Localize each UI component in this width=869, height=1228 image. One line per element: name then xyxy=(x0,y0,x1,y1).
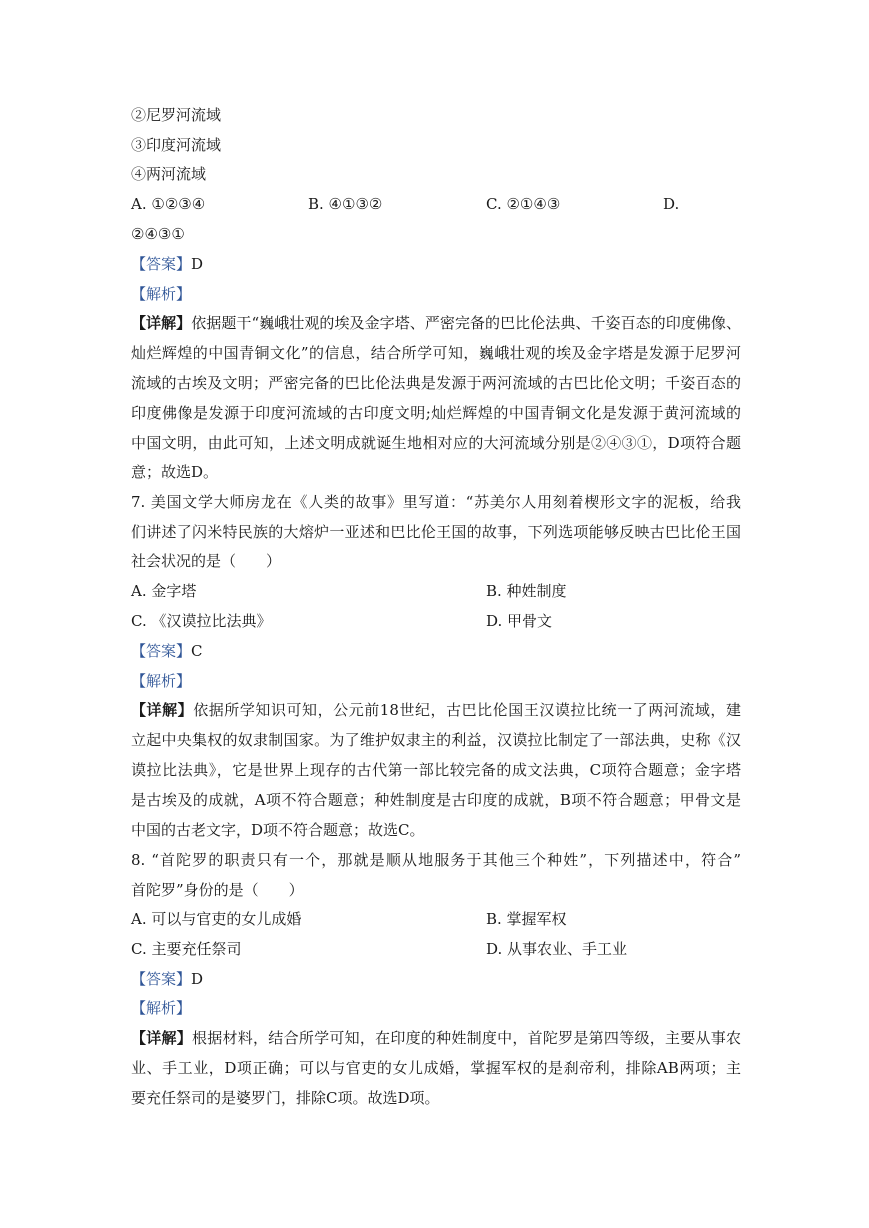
answer-tag: 【答案】 xyxy=(131,970,192,988)
q7-option-c: C. 《汉谟拉比法典》 xyxy=(131,612,272,630)
detail-tag: 【详解】 xyxy=(131,1029,193,1047)
answer-value: D xyxy=(191,970,204,988)
choice-2: ②尼罗河流域 xyxy=(131,106,222,124)
q6-detail-line: 灿烂辉煌的中国青铜文化”的信息，结合所学可知，巍峨壮观的埃及金字塔是发源于尼罗河 xyxy=(131,344,741,362)
q8-answer xyxy=(131,969,203,989)
q7-option-d: D. 甲骨文 xyxy=(486,612,553,630)
q8-detail-line: 业、手工业，D项正确；可以与官吏的女儿成婚，掌握军权的是刹帝利，排除AB两项；主 xyxy=(131,1059,741,1077)
q6-detail-line: 流域的古埃及文明；严密完备的巴比伦法典是发源于两河流域的古巴比伦文明；千姿百态的 xyxy=(131,374,741,392)
choice-3: ③印度河流域 xyxy=(131,136,222,154)
q7-option-a: A. 金字塔 xyxy=(131,582,197,600)
choice-4: ④两河流域 xyxy=(131,165,207,183)
q7-detail-line: 是古埃及的成就，A项不符合题意；种姓制度是古印度的成就，B项不符合题意；甲骨文是 xyxy=(131,791,741,809)
q6-detail-line: 【详解】依据题干“巍峨壮观的埃及金字塔、严密完备的巴比伦法典、千姿百态的印度佛像、 xyxy=(131,314,741,332)
answer-tag: 【答案】 xyxy=(131,255,192,273)
answer-value: C xyxy=(191,642,203,660)
q6-detail-line: 中国文明，由此可知，上述文明成就诞生地相对应的大河流域分别是②④③①，D项符合题 xyxy=(131,434,741,452)
q7-stem-line: 们讲述了闪米特民族的大熔炉一亚述和巴比伦王国的故事，下列选项能够反映古巴比伦王国 xyxy=(131,523,741,541)
detail-tag: 【详解】 xyxy=(131,701,194,719)
q7-detail-line: 中国的古老文字，D项不符合题意；故选C。 xyxy=(131,821,425,839)
answer-tag: 【答案】 xyxy=(131,642,192,660)
q8-detail-line: 【详解】根据材料，结合所学可知，在印度的种姓制度中，首陀罗是第四等级，主要从事农 xyxy=(131,1029,741,1047)
q8-detail-line: 要充任祭司的是婆罗门，排除C项。故选D项。 xyxy=(131,1089,440,1107)
q7-option-b: B. 种姓制度 xyxy=(486,582,567,600)
q8-option-d: D. 从事农业、手工业 xyxy=(486,940,628,958)
q7-analysis-tag: 【解析】 xyxy=(131,672,192,690)
q7-detail-line: 【详解】依据所学知识可知，公元前18世纪，古巴比伦国王汉谟拉比统一了两河流域，建 xyxy=(131,701,741,719)
q6-detail-line: 印度佛像是发源于印度河流域的古印度文明;灿烂辉煌的中国青铜文化是发源于黄河流域的 xyxy=(131,404,741,422)
q6-option-a: A. ①②③④ xyxy=(131,195,206,213)
q6-option-d: D. xyxy=(663,195,680,213)
q6-answer xyxy=(131,254,203,274)
q7-detail-line: 立起中央集权的奴隶制国家。为了维护奴隶主的利益，汉谟拉比制定了一部法典，史称《汉 xyxy=(131,731,741,749)
q6-option-d-text: ②④③① xyxy=(131,225,185,243)
q8-option-b: B. 掌握军权 xyxy=(486,910,567,928)
q6-option-c: C. ②①④③ xyxy=(486,195,561,213)
q6-analysis-tag: 【解析】 xyxy=(131,285,192,303)
q8-analysis-tag: 【解析】 xyxy=(131,999,192,1017)
answer-value: D xyxy=(191,255,204,273)
q8-stem-line: 8. “首陀罗的职责只有一个，那就是顺从地服务于其他三个种姓”，下列描述中，符合” xyxy=(131,851,741,869)
detail-tag: 【详解】 xyxy=(131,314,192,332)
q8-stem-line: 首陀罗”身份的是（ ） xyxy=(131,881,304,899)
q7-stem-line: 社会状况的是（ ） xyxy=(131,552,282,570)
q7-stem-line: 7. 美国文学大师房龙在《人类的故事》里写道：“苏美尔人用刻着楔形文字的泥板，给我 xyxy=(131,493,741,511)
q7-detail-line: 谟拉比法典》，它是世界上现存的古代第一部比较完备的成文法典，C项符合题意；金字塔 xyxy=(131,761,741,779)
q7-answer xyxy=(131,641,203,661)
q6-detail-line: 意；故选D。 xyxy=(131,463,219,481)
q6-option-b: B. ④①③② xyxy=(308,195,383,213)
q8-option-c: C. 主要充任祭司 xyxy=(131,940,242,958)
q8-option-a: A. 可以与官吏的女儿成婚 xyxy=(131,910,302,928)
